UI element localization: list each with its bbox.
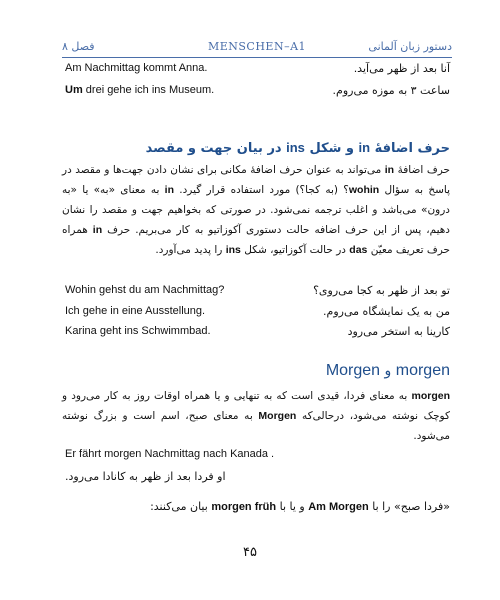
para-term: ins bbox=[225, 244, 241, 256]
section1-heading-part: در بیان جهت و مقصد bbox=[145, 141, 287, 156]
para-term: Morgen bbox=[258, 410, 297, 422]
section2-last-line bbox=[150, 500, 450, 513]
page-header bbox=[62, 40, 452, 58]
section2-heading bbox=[326, 362, 450, 380]
section1-example-3-fa: کارینا به استخر می‌رود bbox=[347, 325, 450, 338]
para-term: in bbox=[384, 164, 395, 176]
para-text: به معنای فردا، قیدی است که به تنهایی و یا همراه اوقات روز به کار می‌رود و کوچک نوشته می‌شود، درحالی‌که bbox=[62, 390, 450, 422]
intro-example-2-de bbox=[65, 84, 214, 96]
section2-heading-conj: و bbox=[380, 363, 396, 379]
para-text: و یا با bbox=[276, 500, 309, 513]
chapter-label: فصل ۸ bbox=[62, 40, 95, 53]
intro-example-1-fa: آنا بعد از ظهر می‌آید. bbox=[353, 62, 450, 75]
section1-paragraph bbox=[62, 160, 450, 260]
intro-example-2-fa: ساعت ۳ به موزه می‌روم. bbox=[332, 84, 450, 97]
page-number: ۴۵ bbox=[243, 545, 257, 560]
section2-paragraph bbox=[62, 386, 450, 446]
para-term: morgen bbox=[411, 390, 450, 402]
para-term: Am Morgen bbox=[308, 501, 369, 513]
section1-heading-in: in bbox=[358, 140, 371, 155]
para-text: همراه حرف تعریف معیّن bbox=[62, 224, 450, 256]
section1-example-1-de: Wohin gehst du am Nachmittag? bbox=[65, 284, 225, 296]
para-text: را پدید می‌آورد. bbox=[155, 244, 226, 256]
para-text: بیان می‌کنند: bbox=[150, 500, 212, 513]
section1-heading-ins: ins bbox=[286, 140, 305, 155]
section1-example-3-de: Karina geht ins Schwimmbad. bbox=[65, 325, 211, 337]
para-text: ؟ (به کجا؟) مورد استفاده قرار گیرد. bbox=[174, 184, 349, 196]
para-term: das bbox=[349, 244, 368, 256]
book-title: دستور زبان آلمانی bbox=[368, 40, 452, 53]
section1-heading bbox=[146, 140, 450, 156]
para-term: morgen früh bbox=[211, 501, 277, 513]
section1-example-2-de: Ich gehe in eine Ausstellung. bbox=[65, 305, 206, 317]
para-text: در حالت آکوزاتیو، شکل bbox=[240, 244, 350, 256]
section2-example-fa: او فردا بعد از ظهر به کانادا می‌رود. bbox=[65, 470, 226, 483]
intro-example-1-de: Am Nachmittag kommt Anna. bbox=[65, 62, 208, 74]
para-text: به معنای صبح، اسم است و بزرگ نوشته می‌شود. bbox=[62, 410, 450, 442]
section1-heading-part: و شکل bbox=[304, 141, 359, 156]
para-text: «فردا صبح» را با bbox=[368, 500, 450, 513]
para-term: in bbox=[164, 184, 174, 196]
section1-example-1-fa: تو بعد از ظهر به کجا می‌روی؟ bbox=[313, 284, 450, 297]
para-text: حرف اضافهٔ bbox=[394, 164, 450, 176]
intro-example-2-de-rest: drei gehe ich ins Museum. bbox=[82, 84, 215, 96]
header-divider bbox=[62, 57, 452, 58]
section1-heading-part: حرف اضافهٔ bbox=[370, 141, 450, 156]
series-title: MENSCHEN–A1 bbox=[207, 40, 307, 53]
section2-heading-lower: morgen bbox=[395, 362, 450, 379]
para-term: wohin bbox=[348, 184, 380, 196]
para-text: به معنای «به» یا «به درون» می‌باشد و اغلب ترجمه نمی‌شود. در صورتی که بخواهیم جهت و مقصد را نشان دهیم، پس از این حرف اضافه حالت دستوری آکوزاتیو به کار می‌بریم. حرف bbox=[62, 184, 450, 236]
section2-example-de: Er fährt morgen Nachmittag nach Kanada . bbox=[65, 448, 275, 460]
intro-example-2-de-bold: Um bbox=[65, 84, 83, 96]
section2-heading-upper: Morgen bbox=[325, 362, 381, 379]
section1-example-2-fa: من به یک نمایشگاه می‌روم. bbox=[323, 305, 450, 318]
para-term: in bbox=[92, 224, 103, 236]
para-text: می‌تواند به عنوان حرف اضافهٔ مکانی برای نشان دادن جهت‌ها و مقصد در پاسخ به سؤال bbox=[62, 164, 451, 196]
